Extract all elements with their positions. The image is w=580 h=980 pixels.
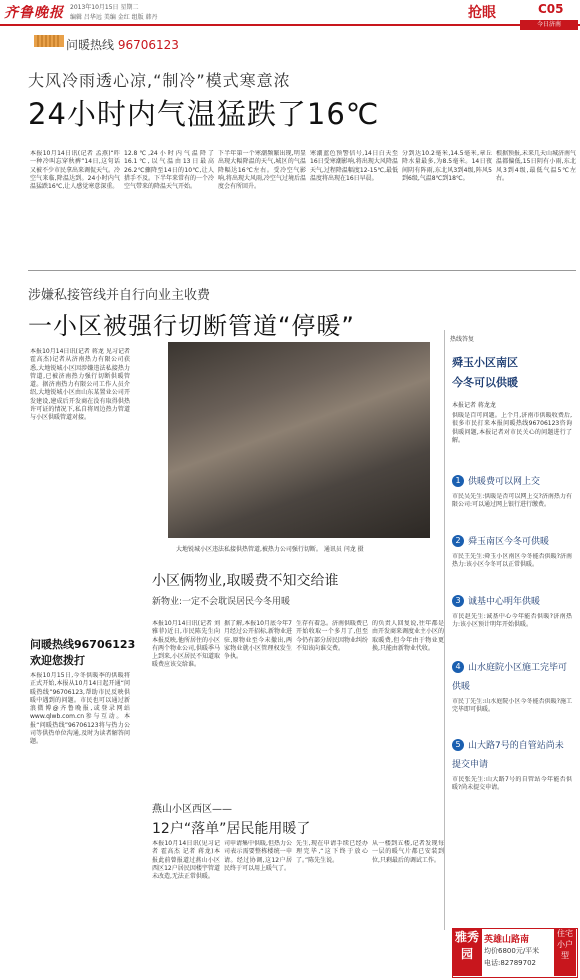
issue-date: 2013年10月15日 星期二	[70, 4, 139, 11]
article4-title: 12户“落单”居民能用暖了	[152, 821, 311, 837]
item-text: 市民王先生:舜玉小区南区今冬能否供暖?济南热力:该小区今冬可以正常供暖。	[452, 553, 572, 568]
item-number-badge: 5	[452, 739, 464, 751]
item-text: 市民吴先生:供暖是否可以网上交?济南热力有限公司:可以通过网上银行进行缴费。	[452, 493, 572, 508]
article1-col3: 下半年第一个寒潮频繁出现,明显出现大幅降温的天气,城区的气温降幅达16℃左右。受冷空气影响,将出现大风雨,冷空气过境后温度会有所回升。	[218, 150, 306, 191]
item-label: 诚基中心明年供暖	[468, 597, 541, 607]
section-subtitle: 今日济南	[520, 20, 578, 30]
sidebar-item	[452, 656, 572, 738]
item-number-badge: 1	[452, 475, 464, 487]
sidebar-headline-1: 舜玉小区南区	[452, 356, 518, 369]
article1-col2: 12.8℃,24小时内气温降了16.1℃,以气温由13日最高26.2℃骤降至14日的10℃,让人措手不及。下半年来常有的一个冷空气带来的降温天气开始。	[124, 150, 214, 191]
section-name: 抢眼	[468, 5, 496, 21]
item-number-badge: 4	[452, 661, 464, 673]
item-text: 市民张先生:山大路7号的自管站今年能否供暖?尚未提交申请。	[452, 776, 572, 791]
sidebar-divider	[444, 330, 445, 930]
hotline-tag	[66, 36, 179, 53]
article1-col4: 寒潮蓝色预警信号,14日白天至16日受寒潮影响,将出现大风降温天气,过程降温幅度12-15℃,最低温度将出现在16日早晨。	[310, 150, 398, 182]
hotline-label: 问暖热线	[66, 38, 115, 52]
item-text: 市民赵先生:诚基中心今年能否供暖?济南热力:该小区预计明年开始供暖。	[452, 613, 572, 628]
hotline-box-subtitle: 欢迎您拨打	[30, 654, 85, 667]
article2-col1: 本报10月14日讯(记者 蒋龙 见习记者 霍高杰)记者从济南热力有限公司获悉,大地锐城小区因涉嫌违法私接热力管道,已被济南热力强行切断供暖管道。据济南热力有限公司工作人员介绍,大地锐城小区由山东某置业公司开发建设,建成后开发商在没有取得供热许可证的情况下,私自将周边热力管道与小区供暖管道对接。	[30, 348, 130, 422]
article3-col4: 的负责人回复说,往年都是由开发商来调度业主小区的取暖费,但今年由于物业更换,只能由新物业代收。	[372, 620, 444, 652]
article2-subtitle: 涉嫌私接管线并自行向业主收费	[28, 288, 211, 303]
article1-subtitle: 大风冷雨透心凉,“制冷”模式寒意浓	[28, 71, 291, 90]
article3-col2: 据了解,本报10月底今年7月经过公开招标,新物业进驻,原物业至今未撤出,两家物业就小区管理权发生争执。	[224, 620, 292, 661]
sidebar-headline-2: 今冬可以供暖	[452, 376, 518, 389]
ad-tag: 住宅小户型	[554, 928, 576, 976]
ad-price: 均价6800元/平米	[484, 947, 540, 955]
photo-caption: 大地锐城小区违法私接供热管道,被热力公司强行切断。 通讯员 闫龙 摄	[176, 546, 364, 553]
item-label: 山大路7号的自管站尚未提交申请	[452, 741, 564, 770]
news-photo	[168, 342, 430, 538]
item-number-badge: 2	[452, 535, 464, 547]
article1-col5: 分到达10.2毫米,14.5毫米,章丘降水量最多,为8.5毫米。14日夜间阴有阵雨,东北风3到4级,阵风5到6级,气温8℃到18℃。	[402, 150, 492, 182]
page-number: C05	[538, 2, 564, 16]
article3-col3: 生存有着急。济南供暖费已开始收取一个多月了,但至今仍有部分居民因物业纠纷不知该向谁交费。	[296, 620, 368, 652]
ad-brand: 雅秀园	[452, 928, 482, 976]
article3-col1: 本报10月14日讯(记者 刘雅菲)近日,市民陈先生向本报反映,他所居住的小区有两个物业公司,供暖季马上到来,小区居民不知道取暖费应该交给谁。	[152, 620, 220, 669]
sidebar-intro: 供暖是百可问题。上个月,济南市供暖收费后,很多市民打来本报问暖热线96706123咨询供暖问题,本报记者对市民关心的问题进行了解。	[452, 412, 572, 444]
item-number-badge: 3	[452, 595, 464, 607]
hotline-box-text: 本报10月15日,今冬供暖季的供暖将正式开始,本报从10月14日起开通“问暖热线”96706123,帮助市民反映供暖中遇到的问题。市民也可以通过新浪微博@齐鲁晚报,或登录网站www.qlwb.com.cn参与互动。本报“问暖热线”96706123将与热力公司等供热单位沟通,及时为读者解答问题。	[30, 672, 130, 746]
sidebar-byline: 本报记者 蒋龙龙	[452, 402, 496, 409]
ad-phone: 电话:82789702	[484, 959, 536, 967]
article4-col1: 本报10月14日讯(见习记者 霍高杰 记者 蒋龙)本报此前曾报道过燕山小区西区12户居民因楼宇管道未改造,无法正常供暖。	[152, 840, 220, 881]
article4-col2: 司申请集中供暖,但热力公司表示需要整栋楼统一申请。经过协调,这12户居民终于可以用上暖气了。	[224, 840, 292, 872]
hotline-box-title: 问暖热线96706123	[30, 638, 136, 651]
article4-kicker: 燕山小区西区——	[152, 804, 232, 815]
sidebar-item	[452, 530, 572, 593]
paper-name: 齐鲁晚报	[4, 5, 64, 21]
article1-col6: 根据预报,未来几天山城济南气温都偏低,15日阴有小雨,东北风3到4级,最低气温5℃左右。	[496, 150, 576, 182]
item-label: 山水庭院小区施工完毕可供暖	[452, 663, 568, 692]
article1-title: 24小时内气温猛跌了16℃	[28, 97, 380, 131]
article1-col1: 本报10月14日讯(记者 孟燕)“昨一种冷叫忘穿秋裤”14日,这句话又被不少市民拿出来调侃天气。冷空气来临,降温达到。24小时内气温猛跌16℃,让人感觉寒意深重。	[30, 150, 120, 191]
article4-col4: 从一楼到五楼,记者发现每一层的暖气片都已安装到位,只剩最后的调试工作。	[372, 840, 444, 864]
item-label: 舜玉南区今冬可供暖	[468, 537, 550, 547]
article3-subtitle: 新物业:一定不会耽误居民今冬用暖	[152, 597, 291, 607]
item-label: 供暖费可以网上交	[468, 477, 541, 487]
sidebar-header: 热线答复	[450, 336, 475, 343]
sidebar-item	[452, 470, 572, 533]
sidebar-item	[452, 590, 572, 653]
article4-col3: 先生,现在申请手续已经办理完毕,“这下终于放心了。”陈先生说。	[296, 840, 368, 864]
radiator-icon	[34, 33, 64, 49]
divider	[28, 270, 576, 271]
hotline-number: 96706123	[117, 38, 179, 52]
item-text: 市民丁先生:山水庭院小区今冬能否供暖?施工完毕即可供暖。	[452, 698, 572, 713]
article3-title: 小区俩物业,取暖费不知交给谁	[152, 573, 339, 589]
issue-staff: 编辑 吕华远 美编 金红 组版 韩丹	[70, 14, 158, 21]
sidebar-item	[452, 734, 572, 816]
ad-name: 英雄山路南	[484, 935, 530, 945]
article2-title: 一小区被强行切断管道“停暖”	[28, 312, 355, 340]
